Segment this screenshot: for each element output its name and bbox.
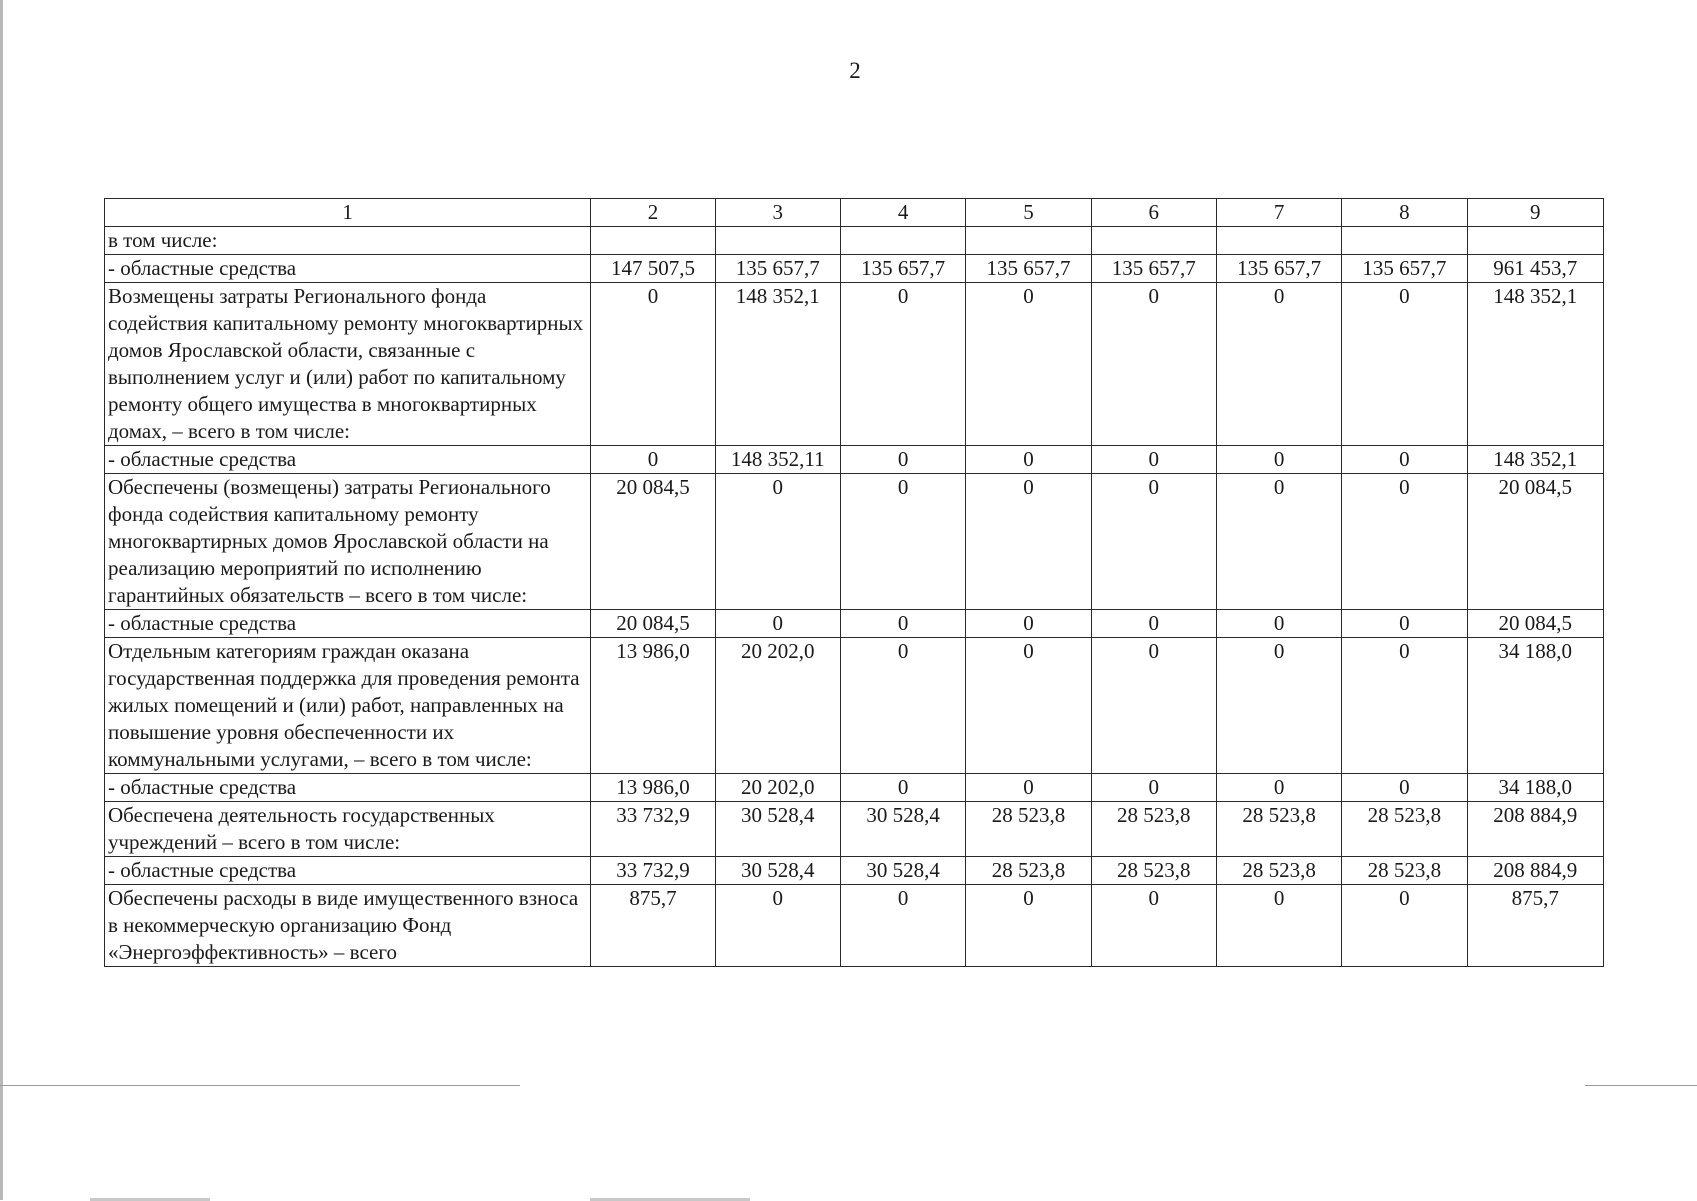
value-cell-col-2: 20 084,5 (591, 610, 715, 638)
value-cell-col-4: 0 (840, 885, 965, 967)
value-cell-col-2: 875,7 (591, 885, 715, 967)
column-number-5: 5 (966, 199, 1091, 227)
table-row (105, 283, 1604, 446)
column-number-7: 7 (1216, 199, 1341, 227)
value-cell-col-8 (1342, 227, 1467, 255)
table-row (105, 638, 1604, 774)
value-cell-col-5 (966, 227, 1091, 255)
value-cell-col-4: 30 528,4 (840, 857, 965, 885)
value-cell-col-8: 0 (1342, 283, 1467, 446)
column-number-3: 3 (715, 199, 840, 227)
value-cell-col-4: 0 (840, 638, 965, 774)
value-cell-col-8: 28 523,8 (1342, 857, 1467, 885)
page-number: 2 (849, 58, 861, 83)
value-cell-col-7: 0 (1216, 774, 1341, 802)
table-row (105, 474, 1604, 610)
budget-table (104, 198, 1604, 967)
value-cell-col-5: 0 (966, 774, 1091, 802)
table-body (105, 199, 1604, 967)
row-label: - областные средства (105, 610, 591, 638)
value-cell-col-6: 28 523,8 (1091, 857, 1216, 885)
value-cell-col-8: 0 (1342, 474, 1467, 610)
value-cell-col-8: 0 (1342, 638, 1467, 774)
column-number-1: 1 (105, 199, 591, 227)
table-row (105, 446, 1604, 474)
value-cell-col-3: 148 352,1 (715, 283, 840, 446)
value-cell-col-3: 135 657,7 (715, 255, 840, 283)
value-cell-col-7: 0 (1216, 283, 1341, 446)
value-cell-col-2 (591, 227, 715, 255)
value-cell-col-9: 148 352,1 (1467, 446, 1603, 474)
value-cell-col-3: 0 (715, 474, 840, 610)
column-number-2: 2 (591, 199, 715, 227)
value-cell-col-7: 28 523,8 (1216, 857, 1341, 885)
value-cell-col-5: 0 (966, 283, 1091, 446)
value-cell-col-5: 0 (966, 610, 1091, 638)
row-label: Отдельным категориям граждан оказана государственная поддержка для проведения ремонта жилых помещений и (или) работ, направленных на повышение уровня обеспеченности их коммунальными услугами, – всего в том числе: (105, 638, 591, 774)
value-cell-col-8: 0 (1342, 610, 1467, 638)
value-cell-col-9: 20 084,5 (1467, 610, 1603, 638)
value-cell-col-9: 961 453,7 (1467, 255, 1603, 283)
value-cell-col-2: 33 732,9 (591, 802, 715, 857)
value-cell-col-2: 0 (591, 283, 715, 446)
value-cell-col-5: 28 523,8 (966, 802, 1091, 857)
value-cell-col-6 (1091, 227, 1216, 255)
value-cell-col-9: 875,7 (1467, 885, 1603, 967)
value-cell-col-3: 30 528,4 (715, 857, 840, 885)
row-label: Обеспечены (возмещены) затраты Регионального фонда содействия капитальному ремонту многоквартирных домов Ярославской области на реализацию мероприятий по исполнению гарантийных обязательств – всего в том числе: (105, 474, 591, 610)
value-cell-col-6: 0 (1091, 474, 1216, 610)
table-row (105, 255, 1604, 283)
value-cell-col-9: 208 884,9 (1467, 857, 1603, 885)
column-number-row (105, 199, 1604, 227)
value-cell-col-6: 0 (1091, 446, 1216, 474)
table-row (105, 227, 1604, 255)
row-label: - областные средства (105, 857, 591, 885)
row-label: - областные средства (105, 255, 591, 283)
value-cell-col-4: 30 528,4 (840, 802, 965, 857)
value-cell-col-6: 0 (1091, 283, 1216, 446)
row-label: в том числе: (105, 227, 591, 255)
value-cell-col-6: 28 523,8 (1091, 802, 1216, 857)
value-cell-col-7 (1216, 227, 1341, 255)
value-cell-col-8: 0 (1342, 446, 1467, 474)
value-cell-col-7: 0 (1216, 474, 1341, 610)
value-cell-col-9: 34 188,0 (1467, 774, 1603, 802)
table-row (105, 610, 1604, 638)
value-cell-col-6: 0 (1091, 774, 1216, 802)
row-label: - областные средства (105, 446, 591, 474)
value-cell-col-2: 20 084,5 (591, 474, 715, 610)
value-cell-col-4: 0 (840, 474, 965, 610)
value-cell-col-9: 20 084,5 (1467, 474, 1603, 610)
value-cell-col-2: 0 (591, 446, 715, 474)
value-cell-col-7: 0 (1216, 885, 1341, 967)
value-cell-col-6: 0 (1091, 638, 1216, 774)
value-cell-col-6: 135 657,7 (1091, 255, 1216, 283)
value-cell-col-5: 28 523,8 (966, 857, 1091, 885)
value-cell-col-2: 13 986,0 (591, 638, 715, 774)
value-cell-col-9 (1467, 227, 1603, 255)
value-cell-col-7: 0 (1216, 446, 1341, 474)
column-number-4: 4 (840, 199, 965, 227)
value-cell-col-5: 135 657,7 (966, 255, 1091, 283)
value-cell-col-6: 0 (1091, 885, 1216, 967)
value-cell-col-3: 148 352,11 (715, 446, 840, 474)
column-number-8: 8 (1342, 199, 1467, 227)
row-label: - областные средства (105, 774, 591, 802)
table-row (105, 885, 1604, 967)
value-cell-col-4 (840, 227, 965, 255)
value-cell-col-2: 13 986,0 (591, 774, 715, 802)
value-cell-col-5: 0 (966, 446, 1091, 474)
value-cell-col-9: 34 188,0 (1467, 638, 1603, 774)
value-cell-col-2: 33 732,9 (591, 857, 715, 885)
value-cell-col-7: 0 (1216, 638, 1341, 774)
row-label: Обеспечены расходы в виде имущественного взноса в некоммерческую организацию Фонд «Энергоэффективность» – всего (105, 885, 591, 967)
scan-left-edge (0, 0, 3, 1200)
value-cell-col-3: 20 202,0 (715, 638, 840, 774)
table-row (105, 857, 1604, 885)
value-cell-col-4: 0 (840, 446, 965, 474)
scan-line-artifact (0, 1085, 520, 1086)
value-cell-col-4: 0 (840, 610, 965, 638)
value-cell-col-5: 0 (966, 638, 1091, 774)
value-cell-col-9: 208 884,9 (1467, 802, 1603, 857)
value-cell-col-6: 0 (1091, 610, 1216, 638)
row-label: Возмещены затраты Регионального фонда содействия капитальному ремонту многоквартирных домов Ярославской области, связанные с выполнением услуг и (или) работ по капитальному ремонту общего имущества в многоквартирных домах, – всего в том числе: (105, 283, 591, 446)
value-cell-col-5: 0 (966, 474, 1091, 610)
value-cell-col-4: 135 657,7 (840, 255, 965, 283)
value-cell-col-8: 135 657,7 (1342, 255, 1467, 283)
value-cell-col-3: 0 (715, 610, 840, 638)
table-row (105, 774, 1604, 802)
value-cell-col-3: 20 202,0 (715, 774, 840, 802)
value-cell-col-4: 0 (840, 283, 965, 446)
value-cell-col-3: 30 528,4 (715, 802, 840, 857)
column-number-6: 6 (1091, 199, 1216, 227)
value-cell-col-8: 0 (1342, 885, 1467, 967)
value-cell-col-7: 0 (1216, 610, 1341, 638)
scan-line-artifact (1585, 1085, 1697, 1086)
value-cell-col-2: 147 507,5 (591, 255, 715, 283)
value-cell-col-7: 135 657,7 (1216, 255, 1341, 283)
row-label: Обеспечена деятельность государственных учреждений – всего в том числе: (105, 802, 591, 857)
value-cell-col-9: 148 352,1 (1467, 283, 1603, 446)
column-number-9: 9 (1467, 199, 1603, 227)
value-cell-col-3: 0 (715, 885, 840, 967)
value-cell-col-8: 0 (1342, 774, 1467, 802)
value-cell-col-7: 28 523,8 (1216, 802, 1341, 857)
value-cell-col-5: 0 (966, 885, 1091, 967)
value-cell-col-8: 28 523,8 (1342, 802, 1467, 857)
value-cell-col-3 (715, 227, 840, 255)
table-row (105, 802, 1604, 857)
value-cell-col-4: 0 (840, 774, 965, 802)
